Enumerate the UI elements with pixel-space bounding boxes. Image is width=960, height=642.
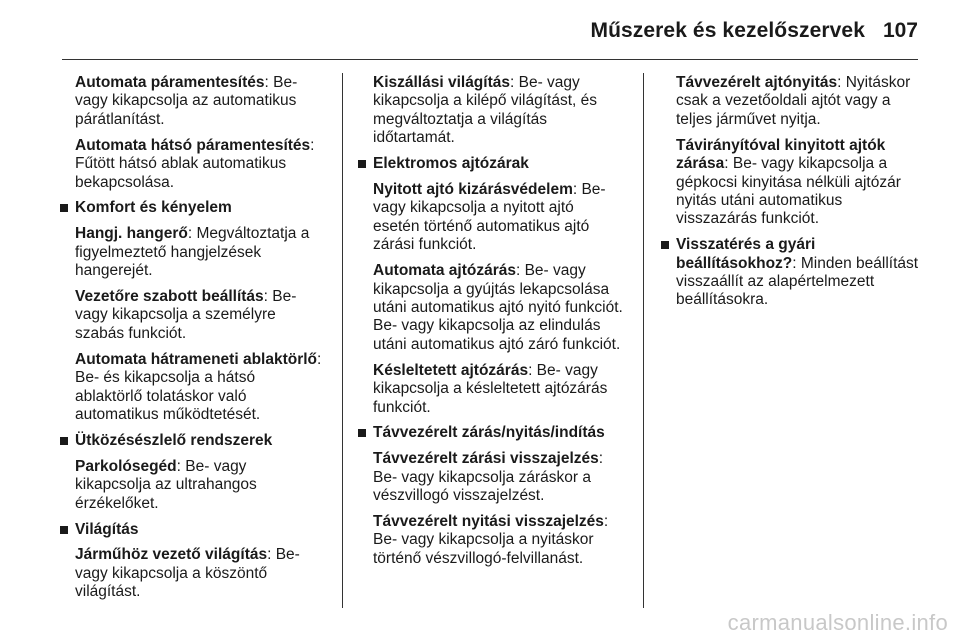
- setting-entry: [75, 225, 325, 280]
- setting-entry: [373, 74, 623, 148]
- text-column-2: [373, 74, 623, 576]
- setting-term: Járműhöz vezető világítás: [75, 546, 268, 564]
- setting-term: Hangj. hangerő: [75, 225, 188, 243]
- setting-description: : Be- vagy kikapcsolja a késleltetett ajtózárás funkciót.: [373, 361, 608, 416]
- setting-description: : Be- vagy kikapcsolja a kilépő világítást, és megváltoztatja a világítás időtartamát.: [373, 74, 598, 147]
- setting-entry: [373, 450, 623, 505]
- setting-description: : Be- vagy kikapcsolja a köszöntő világítást.: [75, 546, 300, 601]
- setting-description: : Be- vagy kikapcsolja záráskor a vészvillogó visszajelzést.: [373, 450, 604, 505]
- setting-term: Távvezérelt nyitási visszajelzés: [373, 513, 604, 531]
- section-heading: [373, 155, 623, 173]
- setting-term: Automata hátsó páramentesítés: [75, 136, 311, 154]
- header-title: Műszerek és kezelőszervek: [590, 19, 865, 42]
- setting-description: : Be- és kikapcsolja a hátsó ablaktörlő tolatáskor való automatikus működtetését.: [75, 350, 322, 423]
- setting-term: Parkolósegéd: [75, 457, 177, 475]
- setting-entry: [75, 288, 325, 343]
- setting-description: : Be- vagy kikapcsolja az ultrahangos érzékelőket.: [75, 457, 257, 512]
- setting-entry: [373, 513, 623, 568]
- setting-description: : Be- vagy kikapcsolja az automatikus párátlanítást.: [75, 74, 298, 128]
- setting-entry: [373, 181, 623, 255]
- section-heading-text: Elektromos ajtózárak: [373, 155, 529, 173]
- text-column-1: [75, 74, 325, 609]
- setting-entry: [75, 458, 325, 513]
- section-heading-text: Távvezérelt zárás/nyitás/indítás: [373, 424, 605, 442]
- text-column-3: [676, 74, 926, 317]
- section-heading-text: Komfort és kényelem: [75, 199, 232, 217]
- setting-entry: [75, 546, 325, 601]
- page-header: [0, 0, 960, 58]
- setting-description: : Be- vagy kikapcsolja a személyre szabás funkciót.: [75, 288, 297, 342]
- section-heading-text: Ütközésészlelő rendszerek: [75, 431, 273, 449]
- section-heading: [75, 432, 325, 450]
- setting-term: Távvezérelt ajtónyitás: [676, 74, 838, 91]
- setting-description: : Be- vagy kikapcsolja a nyitáskor történő vészvillogó-felvillanást.: [373, 513, 609, 567]
- section-heading: [75, 199, 325, 217]
- setting-entry: [75, 351, 325, 425]
- setting-term: Kiszállási világítás: [373, 74, 510, 91]
- setting-term: Távirányítóval kinyitott ajtók zárása: [676, 136, 886, 173]
- watermark: carmanualsonline.info: [727, 610, 948, 635]
- setting-description: : Be- vagy kikapcsolja a gyújtás lekapcsolása utáni automatikus ajtó nyitó funkciót. Be- vagy kikapcsolja az elindulás utáni automatikus ajtó záró funkciót.: [373, 262, 623, 353]
- column-divider: [342, 73, 343, 608]
- setting-description: : Be- vagy kikapcsolja a nyitott ajtó esetén történő automatikus ajtó zárási funkciót.: [373, 181, 606, 254]
- section-heading-text: Világítás: [75, 520, 139, 538]
- setting-entry: [373, 362, 623, 417]
- setting-term: Késleltetett ajtózárás: [373, 361, 529, 379]
- column-divider: [643, 73, 644, 608]
- setting-entry: [373, 262, 623, 354]
- setting-entry: [75, 137, 325, 192]
- setting-term: Vezetőre szabott beállítás: [75, 288, 264, 306]
- setting-entry: [75, 74, 325, 129]
- setting-description: : Nyitáskor csak a vezetőoldali ajtót vagy a teljes járművet nyitja.: [676, 74, 911, 128]
- page-number: 107: [882, 19, 918, 42]
- setting-term: Automata ajtózárás: [373, 262, 516, 280]
- setting-description: : Megváltoztatja a figyelmeztető hangjelzések hangerejét.: [75, 225, 310, 280]
- setting-term: Nyitott ajtó kizárásvédelem: [373, 181, 573, 199]
- section-heading-text: Visszatérés a gyári beállításokhoz?: [676, 236, 816, 272]
- section-description: : Minden beállítást visszaállít az alapértelmezett beállításokra.: [676, 254, 919, 309]
- header-rule: [62, 59, 918, 60]
- setting-description: : Be- vagy kikapcsolja a gépkocsi kinyitása nélküli ajtózár nyitás utáni automatikus visszazárás funkciót.: [676, 155, 901, 228]
- section-heading: [676, 236, 926, 310]
- setting-term: Automata hátrameneti ablaktörlő: [75, 350, 318, 368]
- setting-term: Automata páramentesítés: [75, 74, 265, 91]
- section-heading: [75, 521, 325, 539]
- setting-description: : Fűtött hátsó ablak automatikus bekapcsolása.: [75, 136, 315, 191]
- setting-term: Távvezérelt zárási visszajelzés: [373, 450, 599, 468]
- setting-entry: [676, 137, 926, 229]
- section-heading: [373, 424, 623, 442]
- setting-entry: [676, 74, 926, 129]
